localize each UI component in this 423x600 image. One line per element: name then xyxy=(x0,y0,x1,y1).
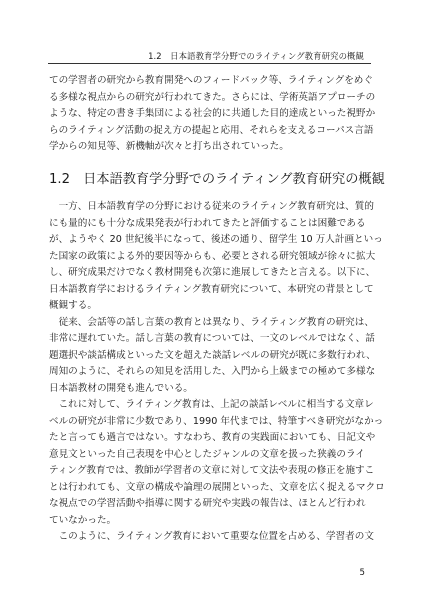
text-line: が、ようやく 20 世紀後半になって、後述の通り、留学生 10 万人計画といっ xyxy=(49,234,383,245)
text-line: 従来、会話等の話し言葉の教育とは異なり、ライティング教育の研究は、 xyxy=(58,316,374,328)
text-line: ティング教育では、教師が学習者の文章に対して文法や表現の修正を施すこ xyxy=(49,465,375,476)
text-line: る多様な視点からの研究が行われてきた。さらには、学術英語アプローチの xyxy=(49,91,376,103)
text-line: ての学習者の研究から教育開発へのフィードバック等、ライティングをめぐ xyxy=(49,75,373,86)
text-line: ような、特定の書き手集団による社会的に共通した目的達成といった視野か xyxy=(49,108,376,119)
text-line: にも量的にも十分な成果発表が行われてきたと評価することは困難である xyxy=(49,217,366,229)
header-rule xyxy=(48,63,371,64)
text-line: 日本語教育学におけるライティング教育研究について、本研究の背景として xyxy=(49,283,374,295)
text-line: 非常に遅れていた。話し言葉の教育については、一文のレベルではなく、話 xyxy=(49,333,375,344)
section-heading: 1.2 日本語教育学分野でのライティング教育研究の概観 xyxy=(49,172,385,187)
text-line: これに対して、ライティング教育は、上記の談話レベルに相当する文章レ xyxy=(58,399,374,410)
section-body xyxy=(49,199,385,546)
text-line: た国家の政策による外的要因等からも、必要とされる研究領域が徐々に拡大 xyxy=(49,250,376,262)
text-line: 日本語教材の開発も進んでいる。 xyxy=(49,382,193,394)
running-header: 1.2 日本語教育学分野でのライティング教育研究の概観 xyxy=(148,51,364,61)
text-line: 概観する。 xyxy=(49,300,97,311)
text-line: とは行われても、文章の構成や論理の展開といった、文章を広く捉えるマクロ xyxy=(49,481,385,493)
text-line: らのライティング活動の捉え方の提起と応用、それらを支えるコーパス言語 xyxy=(49,124,374,136)
text-line: 意見文といった自己表現を中心としたジャンルの文章を扱った狭義のライ xyxy=(49,448,365,460)
text-line: ていなかった。 xyxy=(49,514,117,526)
text-line: 題選択や談話構成といった文を超えた談話レベルの研究が既に多数行われ、 xyxy=(49,349,376,361)
text-line: 学からの知見等、新機軸が次々と打ち出されていった。 xyxy=(49,141,289,152)
text-line: このように、ライティング教育において重要な位置を占める、学習者の文 xyxy=(58,531,374,542)
text-line: たと言っても過言ではない。すなわち、教育の実践面においても、日記文や xyxy=(49,432,376,443)
text-line: し、研究成果だけでなく教材開発も次第に進展してきたと言える。以下に、 xyxy=(49,267,376,278)
page-number: 5 xyxy=(359,568,365,578)
text-line: な視点での学習活動や指導に関する研究や実践の報告は、ほとんど行われ xyxy=(49,498,366,509)
text-line: 周知のように、それらの知見を活用した、入門から上級までの極めて多様な xyxy=(49,366,376,377)
text-line: ベルの研究が非常に少数であり、1990 年代までは、特筆すべき研究がなかっ xyxy=(49,415,384,427)
text-line: 一方、日本語教育学の分野における従来のライティング教育研究は、質的 xyxy=(58,201,374,212)
intro-paragraph xyxy=(49,73,379,156)
